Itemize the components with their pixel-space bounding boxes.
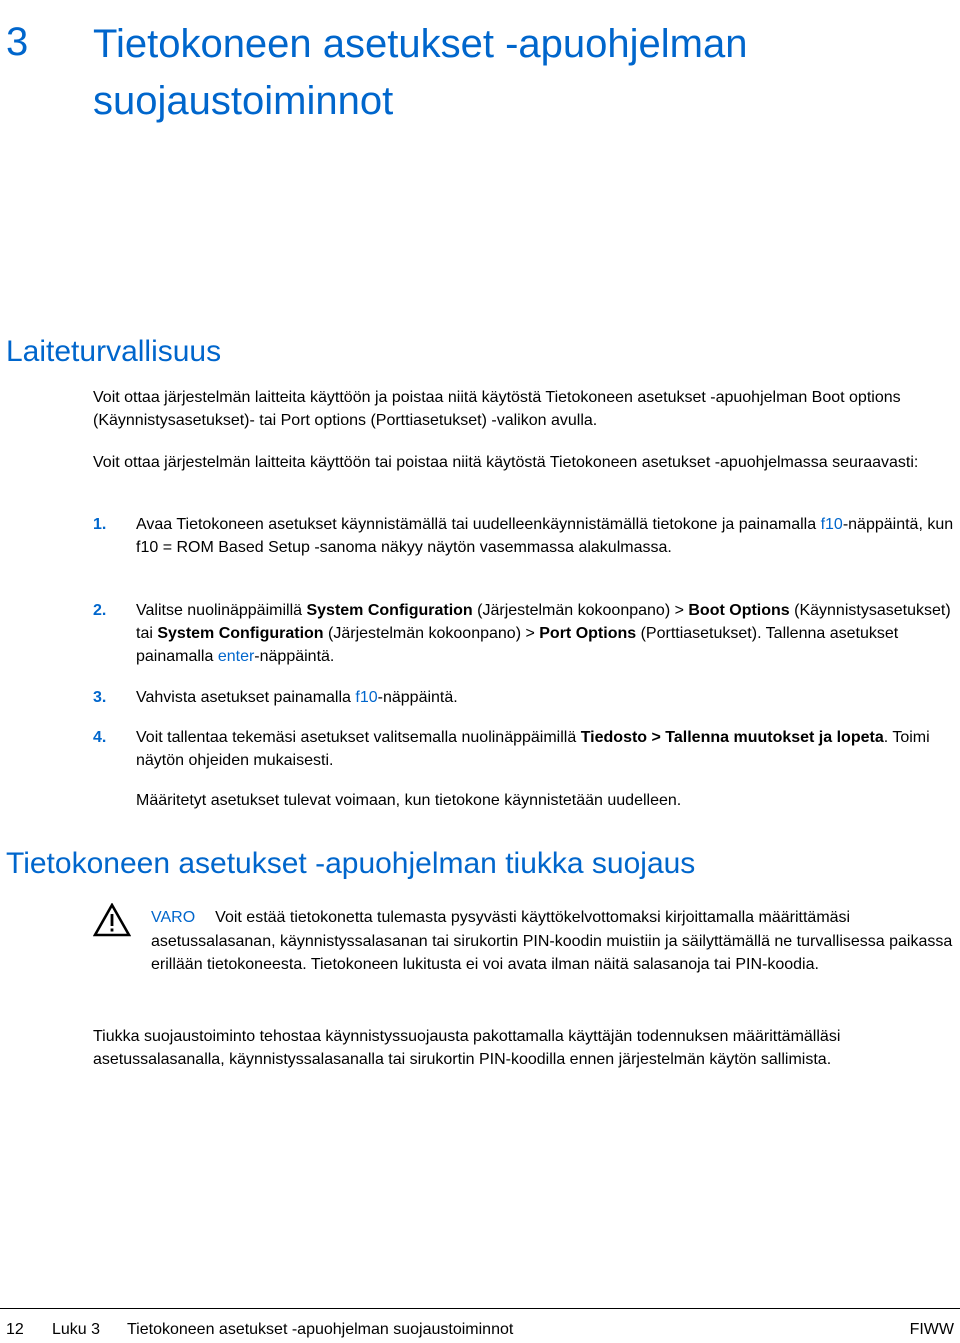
section-heading-tiukka-suojaus: Tietokoneen asetukset -apuohjelman tiukka suojaus (6, 847, 696, 880)
menu-path: Boot Options (688, 602, 790, 619)
list-number: 2. (93, 602, 107, 619)
list-item: 3. Vahvista asetukset painamalla f10-näppäintä. (93, 686, 955, 709)
chapter-title: Tietokoneen asetukset -apuohjelman suojaustoiminnot (93, 22, 748, 123)
paragraph: Voit ottaa järjestelmän laitteita käyttöön tai poistaa niitä käytöstä Tietokoneen asetukset -apuohjelmassa seuraavasti: (93, 454, 919, 471)
list-number: 3. (93, 689, 107, 706)
list-number: 4. (93, 729, 107, 746)
menu-path: Tiedosto > Tallenna muutokset ja lopeta (580, 729, 884, 746)
footer-divider (0, 1308, 960, 1309)
warning-triangle-icon (93, 903, 131, 937)
paragraph: Tiukka suojaustoiminto tehostaa käynnistyssuojausta pakottamalla käyttäjän todennuksen määrittämälläsi asetussalasanalla, käynnistyssalasanalla tai sirukortin PIN-koodilla ennen järjestelmän käytön sallimista. (93, 1028, 841, 1068)
list-number: 1. (93, 516, 107, 533)
caution-label: VARO (151, 909, 196, 926)
footer-brand: FIWW (909, 1321, 954, 1338)
key-name: f10 (820, 516, 843, 533)
key-name: enter (217, 648, 255, 665)
paragraph: Voit ottaa järjestelmän laitteita käyttöön ja poistaa niitä käytöstä Tietokoneen asetukset -apuohjelman Boot options (Käynnistysasetukset)- tai Port options (Porttiasetukset) -valikon avulla. (93, 389, 901, 429)
caution-text: Voit estää tietokonetta tulemasta pysyvästi käyttökelvottomaksi kirjoittamalla määrittämäsi asetussalasanan, käynnistyssalasanan tai sirukortin PIN-koodin muistiin ja säilyttämällä ne turvallisessa paikassa erillään tietokoneesta. Tietokoneen lukitusta ei voi avata ilman näitä salasanoja tai PIN-koodia. (151, 909, 953, 973)
list-item: 4. Voit tallentaa tekemäsi asetukset valitsemalla nuolinäppäimillä Tiedosto > Tallenna muutokset ja lopeta. Toimi näytön ohjeiden mukaisesti. (93, 726, 955, 772)
paragraph: Määritetyt asetukset tulevat voimaan, kun tietokone käynnistetään uudelleen. (136, 792, 682, 809)
menu-path: System Configuration (306, 602, 473, 619)
caution-note (151, 906, 959, 977)
section-heading-laiteturvallisuus: Laiteturvallisuus (6, 335, 222, 368)
list-item: 1. Avaa Tietokoneen asetukset käynnistämällä tai uudelleenkäynnistämällä tietokone ja painamalla f10-näppäintä, kun f10 = ROM Based Setup -sanoma näkyy näytön vasemmassa alakulmassa. (93, 513, 955, 559)
page-number: 12 (6, 1321, 24, 1338)
key-name: f10 (355, 689, 378, 706)
footer-chapter-ref: Luku 3 (52, 1321, 101, 1338)
menu-path: System Configuration (157, 625, 324, 642)
footer-chapter-title: Tietokoneen asetukset -apuohjelman suojaustoiminnot (127, 1321, 514, 1338)
chapter-number: 3 (6, 20, 29, 64)
list-item: 2. Valitse nuolinäppäimillä System Configuration (Järjestelmän kokoonpano) > Boot Options (Käynnistysasetukset) tai System Configuration (Järjestelmän kokoonpano) > Port Options (Porttiasetukset). Tallenna asetukset painamalla enter-näppäintä. (93, 599, 955, 668)
menu-path: Port Options (539, 625, 637, 642)
